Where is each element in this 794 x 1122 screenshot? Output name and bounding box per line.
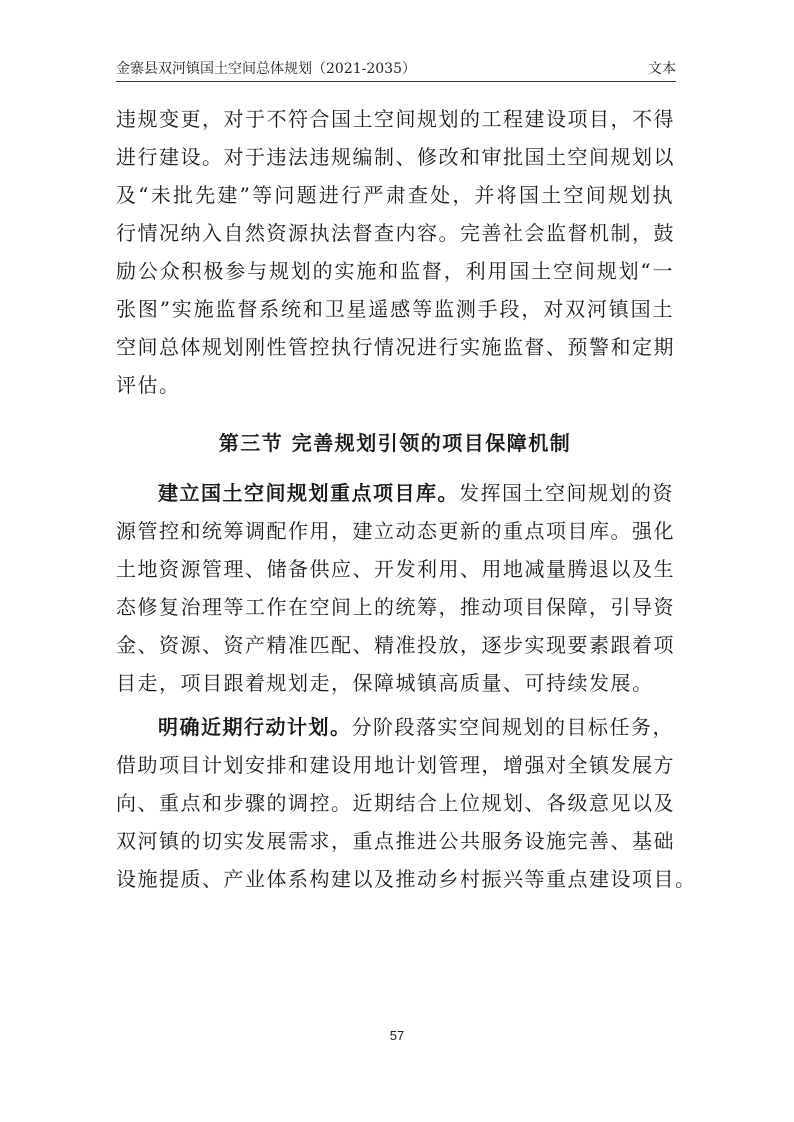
page-number: 57	[389, 1028, 405, 1043]
text-line	[116, 708, 674, 746]
text-line: 金、资源、资产精准匹配、精准投放，逐步实现要素跟着项	[116, 633, 675, 657]
document-body	[116, 100, 697, 898]
text-line: 土地资源管理、储备供应、开发利用、用地减量腾退以及生	[116, 557, 675, 581]
paragraph-3	[116, 708, 697, 898]
paragraph-1	[116, 100, 674, 404]
section-heading: 第三节 完善规划引领的项目保障机制	[218, 431, 572, 455]
paragraph-text: 分阶段落实空间规划的目标任务，	[351, 715, 674, 739]
text-line: 行情况纳入自然资源执法督查内容。完善社会监督机制，鼓	[116, 221, 675, 245]
text-line: 及“未批先建”等问题进行严肃查处，并将国土空间规划执	[116, 183, 674, 207]
header-section-label: 文本	[648, 61, 676, 77]
page-header	[116, 56, 676, 82]
text-line: 双河镇的切实发展需求，重点推进公共服务设施完善、基础	[116, 829, 675, 853]
paragraph-2	[116, 474, 674, 702]
text-line: 借助项目计划安排和建设用地计划管理，增强对全镇发展方	[116, 753, 675, 777]
text-line: 空间总体规划刚性管控执行情况进行实施监督、预警和定期	[116, 335, 675, 359]
text-line: 违规变更，对于不符合国土空间规划的工程建设项目，不得	[116, 107, 675, 131]
paragraph-lead: 建立国土空间规划重点项目库。	[158, 481, 459, 505]
text-line: 励公众积极参与规划的实施和监督，利用国土空间规划“一	[116, 259, 674, 283]
paragraph-text: 发挥国土空间规划的资	[459, 481, 674, 505]
text-line: 设施提质、产业体系构建以及推动乡村振兴等重点建设项目。	[116, 867, 697, 891]
document-title: 金寨县双河镇国土空间总体规划（2021-2035）	[116, 61, 416, 77]
text-line: 源管控和统筹调配作用，建立动态更新的重点项目库。强化	[116, 519, 675, 543]
text-line: 态修复治理等工作在空间上的统筹，推动项目保障，引导资	[116, 595, 675, 619]
paragraph-lead: 明确近期行动计划。	[158, 715, 352, 739]
text-line: 评估。	[116, 373, 181, 397]
text-line: 进行建设。对于违法违规编制、修改和审批国土空间规划以	[116, 145, 675, 169]
text-line: 张图”实施监督系统和卫星遥感等监测手段，对双河镇国土	[116, 297, 674, 321]
text-line: 目走，项目跟着规划走，保障城镇高质量、可持续发展。	[116, 671, 654, 695]
text-line: 向、重点和步骤的调控。近期结合上位规划、各级意见以及	[116, 791, 675, 815]
text-line	[116, 474, 674, 512]
